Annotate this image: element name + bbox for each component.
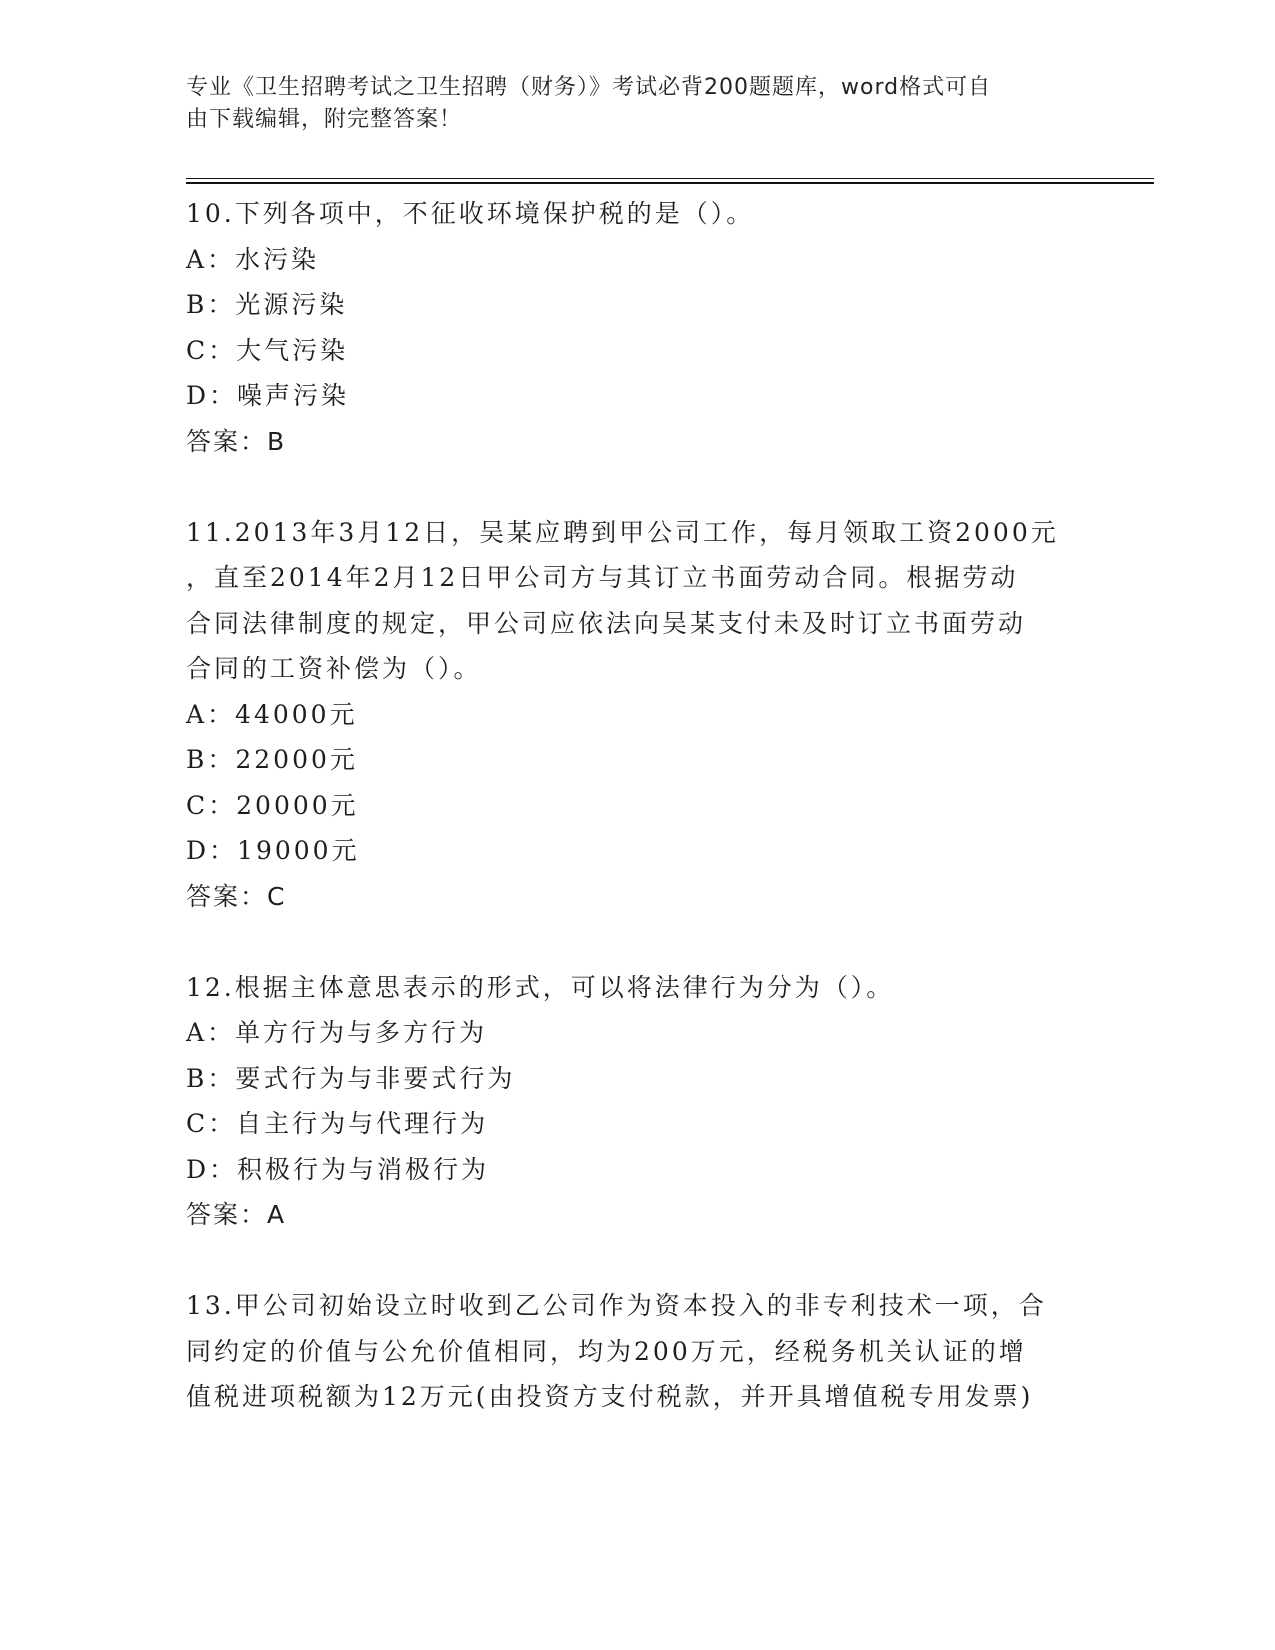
header-divider-thick <box>186 182 1154 184</box>
question-stem: 同约定的价值与公允价值相同，均为200万元，经税务机关认证的增 <box>186 1336 1027 1366</box>
question-stem: 10.下列各项中，不征收环境保护税的是（）。 <box>186 199 755 228</box>
question-spacer <box>186 919 1086 965</box>
question-stem: 13.甲公司初始设立时收到乙公司作为资本投入的非专利技术一项，合 <box>186 1291 1047 1320</box>
header-line-2: 由下载编辑，附完整答案！ <box>186 107 463 132</box>
question-12 <box>186 965 1086 1238</box>
option-c: C：20000元 <box>186 790 359 820</box>
document-header <box>186 72 1066 136</box>
question-stem: 值税进项税额为12万元(由投资方支付税款，并开具增值税专用发票) <box>186 1382 1034 1411</box>
option-b: B：22000元 <box>186 745 358 774</box>
option-b: B：光源污染 <box>186 290 348 319</box>
question-stem: 合同的工资补偿为（）。 <box>186 654 482 683</box>
option-a: A：水污染 <box>186 244 320 274</box>
question-11 <box>186 510 1086 920</box>
answer-line: 答案：C <box>186 881 287 911</box>
option-c: C：大气污染 <box>186 335 349 365</box>
option-d: D：19000元 <box>186 836 360 865</box>
question-spacer <box>186 464 1086 510</box>
question-13 <box>186 1283 1086 1420</box>
header-line-1: 专业《卫生招聘考试之卫生招聘（财务）》考试必背200题题库，word格式可自 <box>186 75 992 100</box>
question-stem: 12.根据主体意思表示的形式，可以将法律行为分为（）。 <box>186 972 895 1002</box>
question-stem: 11.2013年3月12日，吴某应聘到甲公司工作，每月领取工资2000元 <box>186 517 1059 547</box>
option-c: C：自主行为与代理行为 <box>186 1109 489 1138</box>
option-b: B：要式行为与非要式行为 <box>186 1063 516 1093</box>
option-a: A：单方行为与多方行为 <box>186 1018 488 1047</box>
header-divider-thin <box>186 178 1154 179</box>
option-d: D：积极行为与消极行为 <box>186 1154 490 1184</box>
question-list <box>186 191 1086 1420</box>
answer-line: 答案：B <box>186 426 287 456</box>
question-spacer <box>186 1238 1086 1284</box>
question-10 <box>186 191 1086 464</box>
answer-line: 答案：A <box>186 1200 287 1229</box>
option-d: D：噪声污染 <box>186 381 350 410</box>
question-stem: 合同法律制度的规定，甲公司应依法向吴某支付未及时订立书面劳动 <box>186 608 1027 638</box>
question-stem: ，直至2014年2月12日甲公司方与其订立书面劳动合同。根据劳动 <box>186 563 1019 592</box>
option-a: A：44000元 <box>186 699 358 729</box>
